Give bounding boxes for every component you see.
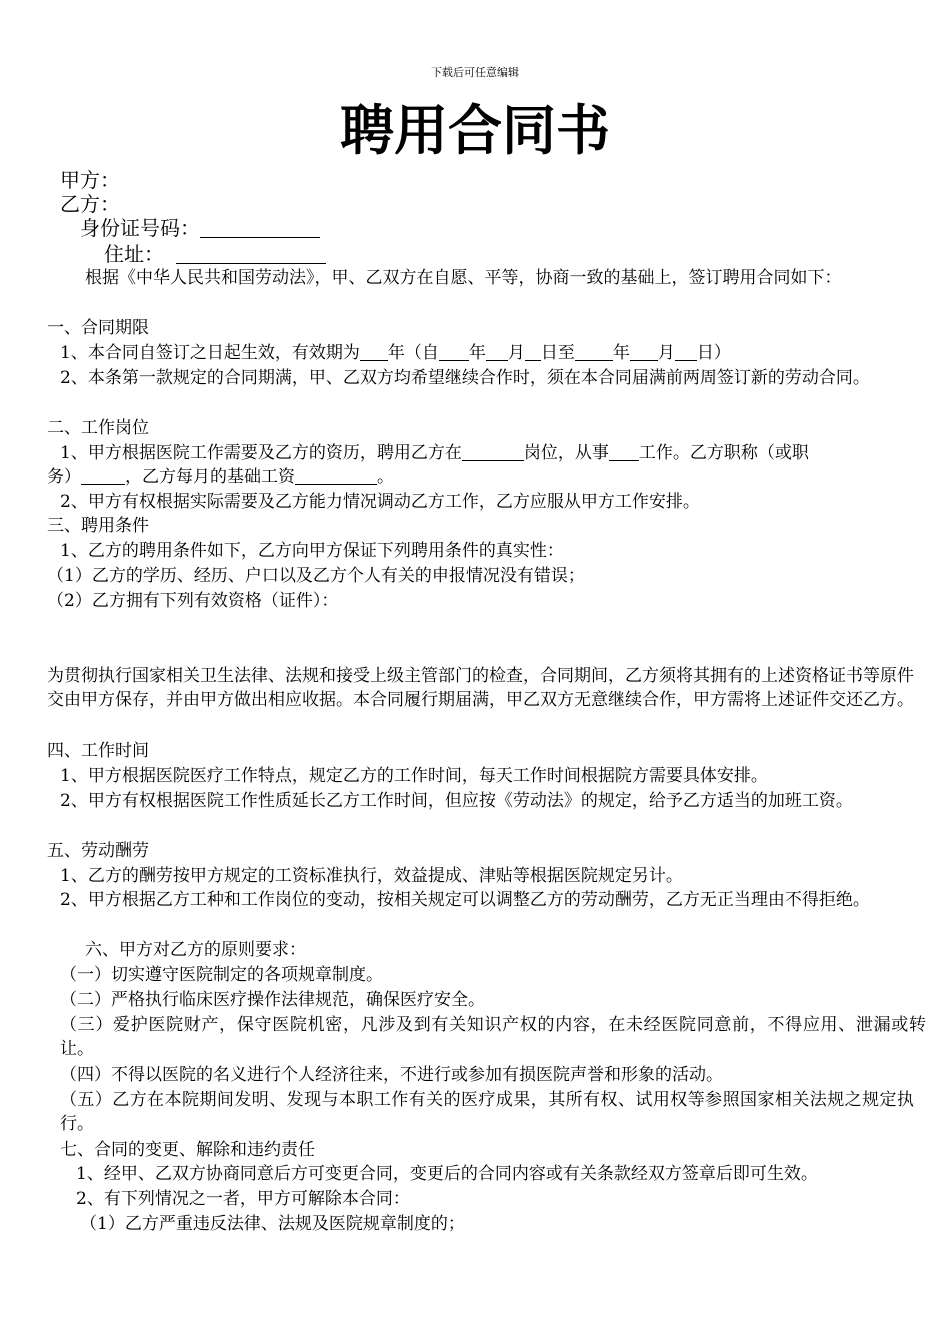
id-number-label: 身份证号码：: [80, 216, 200, 240]
id-number-field: [80, 216, 914, 240]
section-6-heading: 六、甲方对乙方的原则要求：: [85, 940, 306, 960]
s6-item-5: （五）乙方在本院期间发明、发现与本职工作有关的医疗成果，其所有权、试用权等参照国家相关法规之规定执行。: [60, 1090, 914, 1134]
section-7-heading: 七、合同的变更、解除和违约责任: [60, 1140, 315, 1160]
s5-clause-2: 2、甲方根据乙方工种和工作岗位的变动，按相关规定可以调整乙方的劳动酬劳，乙方无正当理由不得拒绝。: [60, 890, 870, 910]
party-a-label: 甲方：: [60, 168, 120, 192]
s5-clause-1: 1、乙方的酬劳按甲方规定的工资标准执行，效益提成、津贴等根据医院规定另计。: [60, 866, 683, 886]
id-number-blank: [200, 219, 320, 238]
party-b-label: 乙方：: [60, 192, 120, 216]
s3-item-2: （2）乙方拥有下列有效资格（证件）：: [47, 591, 339, 611]
intro-paragraph: 根据《中华人民共和国劳动法》，甲、乙双方在自愿、平等，协商一致的基础上，签订聘用合同如下：: [85, 268, 842, 288]
section-1-heading: 一、合同期限: [47, 318, 149, 338]
s7-item-1: （1）乙方严重违反法律、法规及医院规章制度的；: [80, 1214, 465, 1234]
s6-item-3: （三）爱护医院财产，保守医院机密，凡涉及到有关知识产权的内容，在未经医院同意前，不得应用、泄漏或转让。: [60, 1015, 926, 1059]
s4-clause-1: 1、甲方根据医院医疗工作特点，规定乙方的工作时间，每天工作时间根据院方需要具体安排。: [60, 766, 768, 786]
s7-clause-2: 2、有下列情况之一者，甲方可解除本合同：: [76, 1189, 410, 1209]
header-note: 下载后可任意编辑: [431, 66, 519, 79]
s4-clause-2: 2、甲方有权根据医院工作性质延长乙方工作时间，但应按《劳动法》的规定，给予乙方适当的加班工资。: [60, 791, 853, 811]
s2-clause-1-line1: 1、甲方根据医院工作需要及乙方的资历，聘用乙方在 岗位，从事 工作。乙方职称（或职: [60, 443, 809, 463]
address-label: 住址：: [104, 242, 164, 266]
s1-clause-2: 2、本条第一款规定的合同期满，甲、乙双方均希望继续合作时，须在本合同届满前两周签订新的劳动合同。: [60, 368, 870, 388]
document-title: 聘用合同书: [340, 99, 610, 162]
s6-item-2: （二）严格执行临床医疗操作法律规范，确保医疗安全。: [60, 990, 485, 1010]
s6-item-1: （一）切实遵守医院制定的各项规章制度。: [60, 965, 383, 985]
section-5-heading: 五、劳动酬劳: [47, 841, 149, 861]
s3-item-1: （1）乙方的学历、经历、户口以及乙方个人有关的申报情况没有错误；: [47, 566, 585, 586]
address-blank: [176, 245, 326, 264]
s7-clause-1: 1、经甲、乙双方协商同意后方可变更合同，变更后的合同内容或有关条款经双方签章后即可生效。: [76, 1164, 818, 1184]
s6-item-4: （四）不得以医院的名义进行个人经济往来，不进行或参加有损医院声誉和形象的活动。: [60, 1065, 723, 1085]
section-4-heading: 四、工作时间: [47, 741, 149, 761]
address-field: [104, 242, 914, 266]
s2-clause-1-line2: 务） ，乙方每月的基础工资 。: [47, 467, 394, 487]
s1-clause-1: 1、本合同自签订之日起生效，有效期为 年（自 年 月 日至 年 月 日）: [60, 343, 731, 363]
section-2-heading: 二、工作岗位: [47, 418, 149, 438]
s3-clause-1: 1、乙方的聘用条件如下，乙方向甲方保证下列聘用条件的真实性：: [60, 541, 564, 561]
section-3-heading: 三、聘用条件: [47, 516, 149, 536]
s2-clause-2: 2、甲方有权根据实际需要及乙方能力情况调动乙方工作，乙方应服从甲方工作安排。: [60, 492, 700, 512]
s3-clause-2: 为贯彻执行国家相关卫生法律、法规和接受上级主管部门的检查，合同期间，乙方须将其拥有的上述资格证书等原件交由甲方保存，并由甲方做出相应收据。本合同履行期届满，甲乙双方无意继续合作，甲方需将上述证件交还乙方。: [47, 666, 914, 710]
